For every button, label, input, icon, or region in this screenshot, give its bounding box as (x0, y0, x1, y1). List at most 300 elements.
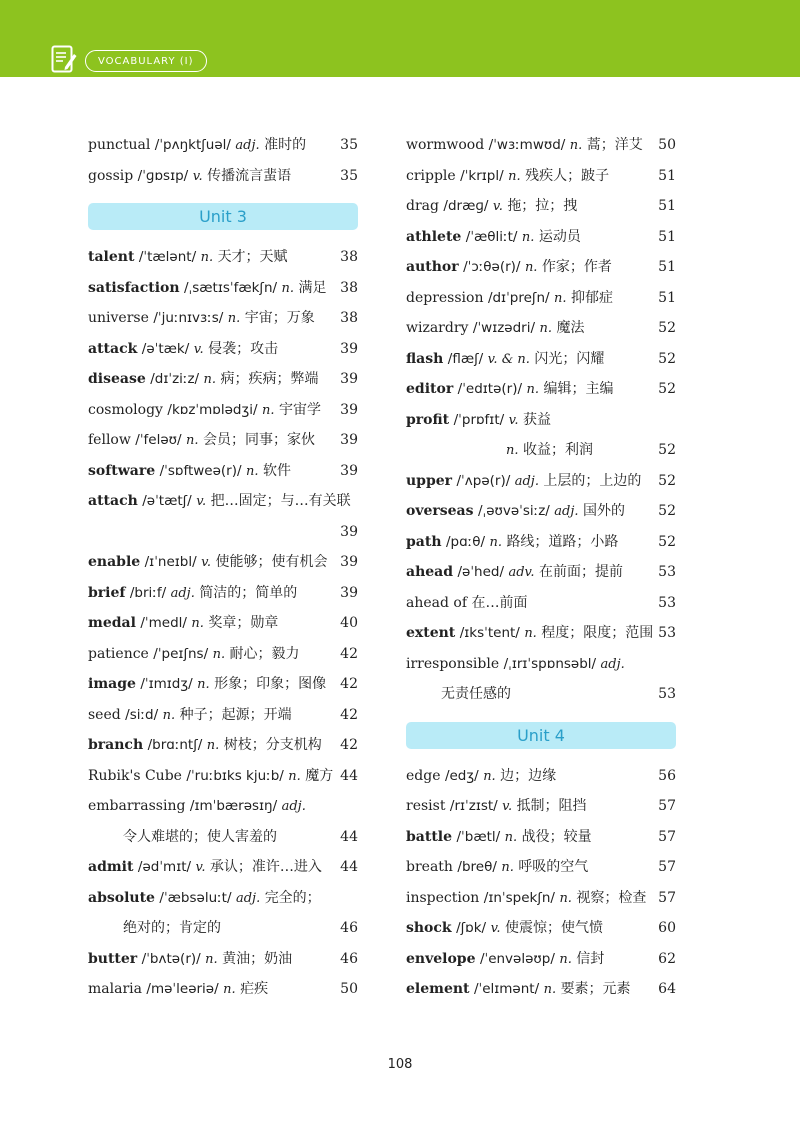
vocab-entry (406, 191, 676, 222)
entry-phonetic: /əˈtæk/ (141, 340, 190, 357)
entry-phonetic: /ˈæbsəluːt/ (159, 889, 232, 906)
entry-headword: shock (406, 920, 452, 936)
entry-headword: path (406, 533, 442, 550)
vocab-entry (88, 639, 358, 670)
left-column (88, 130, 358, 1005)
entry-part-of-speech: n. (288, 768, 301, 784)
entry-part-of-speech: n. (554, 290, 567, 306)
entry-phonetic: /ˈɪmɪdʒ/ (140, 676, 193, 692)
entry-phonetic: /ˈwɪzədri/ (472, 320, 536, 336)
vocab-entry (406, 822, 676, 853)
entry-page-ref: 42 (340, 706, 358, 723)
entry-definition: 战役；较量 (521, 828, 592, 845)
vocab-entry (88, 130, 358, 161)
entry-definition: 在前面；提前 (538, 564, 623, 580)
entry-page-ref: 39 (340, 432, 358, 448)
entry-part-of-speech: n. (489, 534, 502, 550)
entry-page-ref: 42 (340, 737, 358, 753)
entry-phonetic: /briːf/ (129, 584, 167, 601)
entry-headword: satisfaction (88, 279, 180, 296)
entry-definition: 树枝；分支机构 (223, 737, 322, 753)
entry-phonetic: /ˈjuːnɪvɜːs/ (153, 310, 224, 326)
entry-part-of-speech: n. (197, 677, 210, 692)
entry-phonetic: /məˈleəriə/ (146, 981, 219, 997)
vocab-entry (88, 547, 358, 578)
entry-phonetic: /ˈbʌtə(r)/ (141, 950, 201, 967)
entry-phonetic: /əˈtætʃ/ (142, 493, 192, 509)
entry-page-ref: 38 (340, 279, 358, 296)
entry-definition: 国外的 (583, 503, 625, 519)
entry-headword: battle (406, 828, 453, 845)
entry-page-ref: 52 (658, 350, 676, 367)
entry-phonetic: /ədˈmɪt/ (137, 859, 192, 875)
entry-headword: extent (406, 625, 456, 641)
entry-page-ref: 44 (340, 828, 358, 845)
entry-phonetic: /flæʃ/ (447, 350, 484, 367)
vocab-entry (88, 486, 358, 517)
entry-headword: Rubik's Cube (88, 767, 182, 784)
entry-headword: athlete (406, 228, 462, 245)
entry-definition: 程度；限度；范围 (541, 625, 654, 641)
entry-page-ref: 42 (340, 676, 358, 692)
entry-headword: branch (88, 737, 144, 753)
entry-page-ref: 38 (340, 249, 358, 265)
vocab-entry (406, 130, 676, 161)
entry-part-of-speech: v. (490, 921, 501, 936)
vocab-entry (88, 578, 358, 609)
entry-page-ref: 39 (340, 554, 358, 570)
vocab-entry (88, 334, 358, 365)
entry-part-of-speech: v. (502, 799, 513, 814)
entry-definition: 无责任感的 (441, 686, 511, 702)
entry-definition: 疟疾 (240, 981, 269, 997)
vocab-entry (406, 649, 676, 680)
entry-headword: edge (406, 767, 441, 784)
entry-page-ref: 51 (658, 289, 676, 306)
entry-headword: author (406, 259, 459, 275)
entry-part-of-speech: n. (246, 463, 259, 479)
vocab-entry (406, 313, 676, 344)
entry-phonetic: /dɪˈpreʃn/ (487, 289, 550, 306)
vocab-entry (88, 456, 358, 487)
page-number: 108 (387, 1057, 413, 1072)
entry-part-of-speech: n. (504, 829, 518, 845)
entry-phonetic: /ʃɒk/ (456, 920, 487, 936)
entry-part-of-speech: n. (223, 982, 236, 997)
entry-headword: absolute (88, 889, 155, 906)
entry-page-ref: 39 (340, 584, 358, 601)
entry-headword: ahead (406, 564, 454, 580)
entry-phonetic: /dræɡ/ (443, 198, 489, 214)
vocab-entry (406, 883, 676, 914)
vocab-entry (88, 303, 358, 334)
vocab-entry (88, 669, 358, 700)
entry-headword: gossip (88, 167, 134, 184)
entry-part-of-speech: n. (162, 707, 176, 723)
entry-phonetic: /ˈsɒftweə(r)/ (159, 462, 242, 479)
entry-page-ref: 35 (340, 167, 358, 184)
entry-definition: 宇宙；万象 (244, 310, 315, 326)
entry-phonetic: /ɪmˈbærəsɪŋ/ (189, 798, 278, 814)
entry-headword: malaria (88, 981, 142, 997)
vocab-entry (88, 852, 358, 883)
entry-part-of-speech: n. (205, 951, 218, 967)
entry-definition: 宇宙学 (279, 401, 321, 418)
entry-definition: 准时的 (264, 137, 307, 153)
entry-page-ref: 53 (658, 564, 676, 580)
entry-part-of-speech: n. (526, 382, 540, 397)
entry-page-ref: 57 (658, 798, 676, 814)
entry-part-of-speech: adj. (170, 585, 195, 601)
entry-phonetic: /ˈedɪtə(r)/ (457, 381, 523, 397)
section-badge: VOCABULARY (I) (85, 50, 207, 72)
entry-page-ref: 39 (340, 523, 358, 540)
entry-page-ref: 44 (340, 767, 358, 784)
entry-phonetic: /əˈhed/ (457, 564, 505, 580)
entry-phonetic: /ˈpʌŋktʃuəl/ (154, 137, 231, 153)
entry-headword: editor (406, 381, 454, 397)
entry-headword: software (88, 462, 156, 479)
entry-definition: 在…前面 (471, 594, 528, 611)
vocab-entry (88, 517, 358, 548)
entry-page-ref: 64 (658, 981, 676, 997)
entry-definition: 耐心；毅力 (229, 645, 300, 662)
entry-part-of-speech: adj. (554, 504, 579, 519)
entry-headword: cripple (406, 167, 456, 184)
vocab-entry (406, 283, 676, 314)
vocab-entry (88, 883, 358, 914)
vocab-entry (406, 161, 676, 192)
vocab-entry (406, 405, 676, 436)
entry-phonetic: /siːd/ (125, 706, 159, 723)
entry-part-of-speech: n. (543, 982, 557, 997)
vocab-entry (88, 974, 358, 1005)
entry-headword: fellow (88, 432, 131, 448)
vocab-entry (406, 588, 676, 619)
entry-definition: 黄油；奶油 (222, 950, 293, 967)
vocab-entry (406, 344, 676, 375)
vocab-entry (406, 761, 676, 792)
entry-part-of-speech: n. (539, 321, 553, 336)
entry-definition: 侵袭；攻击 (208, 340, 279, 357)
entry-headword: wormwood (406, 137, 485, 153)
vocab-entry (88, 913, 358, 944)
vocab-entry (88, 242, 358, 273)
entry-part-of-speech: n. (212, 646, 226, 662)
entry-phonetic: /ˌəʊvəˈsiːz/ (477, 503, 550, 519)
entry-part-of-speech: n. (508, 168, 521, 184)
entry-part-of-speech: n. (501, 860, 514, 875)
entry-page-ref: 62 (658, 950, 676, 967)
entry-page-ref: 60 (658, 920, 676, 936)
vocab-entry (88, 730, 358, 761)
entry-headword: ahead of (406, 594, 468, 611)
entry-definition: 获益 (523, 411, 552, 428)
entry-phonetic: /ˌsætɪsˈfækʃn/ (184, 279, 278, 296)
vocab-entry (88, 608, 358, 639)
entry-page-ref: 44 (340, 859, 358, 875)
vocab-entry (88, 791, 358, 822)
vocab-entry (88, 273, 358, 304)
entry-part-of-speech: n. (559, 890, 572, 906)
entry-phonetic: /ˈfeləʊ/ (135, 432, 182, 448)
entry-page-ref: 40 (340, 615, 358, 631)
entry-part-of-speech: v. (508, 412, 519, 428)
entry-headword: profit (406, 411, 450, 428)
entry-definition: 视察；检查 (576, 889, 647, 906)
vocab-entry (406, 557, 676, 588)
entry-headword: admit (88, 859, 134, 875)
entry-page-ref: 52 (658, 381, 676, 397)
entry-part-of-speech: n. (521, 229, 535, 245)
entry-headword: irresponsible (406, 655, 500, 672)
entry-definition: 完全的； (264, 889, 321, 906)
entry-phonetic: /ˈelɪmənt/ (473, 981, 540, 997)
entry-headword: resist (406, 798, 446, 814)
entry-headword: embarrassing (88, 798, 186, 814)
vocab-entry (406, 435, 676, 466)
entry-headword: talent (88, 249, 135, 265)
entry-phonetic: /ˈæθliːt/ (465, 228, 518, 245)
entry-definition: 要素；元素 (560, 981, 631, 997)
unit-heading: Unit 4 (406, 722, 676, 749)
entry-page-ref: 42 (340, 645, 358, 662)
entry-phonetic: /breθ/ (457, 859, 497, 875)
entry-part-of-speech: n. (191, 616, 204, 631)
entry-page-ref: 35 (340, 137, 358, 153)
vocab-entry (88, 822, 358, 853)
vocab-entry (88, 161, 358, 192)
entry-definition: 闪光；闪耀 (534, 350, 605, 367)
entry-page-ref: 56 (658, 767, 676, 784)
entry-part-of-speech: n. (281, 280, 295, 296)
entry-page-ref: 51 (658, 228, 676, 245)
entry-part-of-speech: n. (206, 738, 220, 753)
vocab-entry (88, 364, 358, 395)
entry-headword: upper (406, 472, 453, 489)
entry-phonetic: /ˈmedl/ (140, 615, 187, 631)
entry-headword: enable (88, 554, 141, 570)
entry-phonetic: /ˈɔːθə(r)/ (463, 259, 521, 275)
entry-definition: 传播流言蜚语 (207, 167, 292, 184)
entry-phonetic: /ˈruːbɪks kjuːb/ (186, 767, 284, 784)
entry-part-of-speech: v. & n. (487, 351, 530, 367)
unit-heading: Unit 3 (88, 203, 358, 230)
entry-headword: overseas (406, 503, 474, 519)
entry-definition: 承认；准许…进入 (209, 859, 322, 875)
entry-part-of-speech: n. (569, 138, 583, 153)
entry-page-ref: 53 (658, 686, 676, 702)
entry-part-of-speech: v. (192, 168, 203, 184)
entry-definition: 种子；起源；开端 (179, 706, 292, 723)
entry-part-of-speech: v. (195, 860, 206, 875)
vocab-entry (406, 679, 676, 710)
entry-page-ref: 50 (340, 981, 358, 997)
vocab-entry (406, 791, 676, 822)
entry-headword: punctual (88, 137, 151, 153)
entry-page-ref: 57 (658, 889, 676, 906)
entry-part-of-speech: n. (186, 433, 199, 448)
entry-phonetic: /ˈenvələʊp/ (479, 950, 555, 967)
entry-phonetic: /ˈpeɪʃns/ (153, 645, 209, 662)
entry-definition: 拖；拉；拽 (507, 198, 578, 214)
entry-page-ref: 38 (340, 310, 358, 326)
entry-phonetic: /ˈɡɒsɪp/ (137, 167, 189, 184)
entry-definition: 绝对的；肯定的 (123, 920, 221, 936)
entry-definition: 运动员 (538, 228, 581, 245)
entry-definition: 把…固定；与…有关联 (210, 493, 351, 509)
entry-headword: cosmology (88, 401, 163, 418)
entry-definition: 会员；同事；家伙 (202, 432, 315, 448)
entry-part-of-speech: adj. (281, 799, 306, 814)
entry-part-of-speech: adv. (508, 565, 535, 580)
vocab-entry (406, 852, 676, 883)
entry-phonetic: /ˌɪrɪˈspɒnsəbl/ (503, 655, 597, 672)
entry-part-of-speech: n. (227, 311, 241, 326)
entry-headword: patience (88, 645, 149, 662)
entry-page-ref: 52 (658, 533, 676, 550)
entry-part-of-speech: n. (262, 402, 275, 418)
entry-page-ref: 52 (658, 503, 676, 519)
entry-headword: element (406, 981, 470, 997)
entry-definition: 编辑；主编 (543, 381, 614, 397)
entry-definition: 简洁的；简单的 (199, 584, 298, 601)
vocab-entry (406, 496, 676, 527)
entry-headword: inspection (406, 889, 480, 906)
entry-part-of-speech: v. (201, 555, 212, 570)
entry-page-ref: 46 (340, 920, 358, 936)
entry-headword: depression (406, 289, 484, 306)
vocab-entry (88, 700, 358, 731)
entry-page-ref: 39 (340, 401, 358, 418)
vocab-entry (406, 618, 676, 649)
entry-phonetic: /edʒ/ (444, 767, 479, 784)
entry-headword: butter (88, 950, 138, 967)
entry-page-ref: 52 (658, 320, 676, 336)
entry-page-ref: 52 (658, 472, 676, 489)
entry-phonetic: /ˈʌpə(r)/ (456, 472, 511, 489)
entry-definition: 病；疾病；弊端 (220, 371, 319, 387)
entry-phonetic: /ˈbætl/ (456, 828, 501, 845)
header-bar (0, 0, 800, 77)
entry-page-ref: 51 (658, 167, 676, 184)
vocab-entry (88, 761, 358, 792)
entry-page-ref: 50 (658, 137, 676, 153)
entry-phonetic: /brɑːntʃ/ (147, 737, 203, 753)
vocab-entry (88, 395, 358, 426)
entry-phonetic: /pɑːθ/ (445, 533, 486, 550)
vocab-entry (406, 252, 676, 283)
entry-headword: disease (88, 371, 146, 387)
entry-headword: breath (406, 859, 453, 875)
entry-page-ref: 46 (340, 950, 358, 967)
entry-headword: brief (88, 584, 126, 601)
entry-part-of-speech: n. (524, 260, 538, 275)
entry-definition: 上层的；上边的 (543, 472, 642, 489)
vocab-entry (406, 222, 676, 253)
vocab-entry (406, 944, 676, 975)
entry-definition: 抑郁症 (570, 289, 613, 306)
entry-phonetic: /ˈprɒfɪt/ (453, 411, 505, 428)
entry-headword: universe (88, 310, 149, 326)
vocab-entry (406, 466, 676, 497)
entry-phonetic: /dɪˈziːz/ (150, 371, 200, 387)
entry-part-of-speech: v. (196, 494, 207, 509)
entry-phonetic: /ˈkrɪpl/ (460, 167, 504, 184)
entry-page-ref: 57 (658, 828, 676, 845)
entry-part-of-speech: n. (203, 372, 217, 387)
entry-phonetic: /ɪksˈtent/ (459, 625, 520, 641)
right-column (406, 130, 676, 1005)
entry-definition: 边；边缘 (500, 767, 557, 784)
entry-definition: 奖章；勋章 (208, 615, 279, 631)
entry-part-of-speech: v. (492, 199, 503, 214)
entry-definition: 收益；利润 (522, 442, 593, 458)
entry-definition: 形象；印象；图像 (214, 676, 327, 692)
entry-page-ref: 57 (658, 859, 676, 875)
entry-page-ref: 51 (658, 198, 676, 214)
entry-definition: 使震惊；使气愤 (504, 920, 603, 936)
entry-page-ref: 52 (658, 442, 676, 458)
entry-part-of-speech: adj. (600, 656, 625, 672)
entry-headword: envelope (406, 950, 476, 967)
entry-part-of-speech: n. (506, 443, 519, 458)
entry-phonetic: /ɪnˈspekʃn/ (483, 889, 555, 906)
entry-page-ref: 53 (658, 625, 676, 641)
entry-part-of-speech: adj. (235, 138, 260, 153)
entry-definition: 令人难堪的；使人害羞的 (123, 828, 277, 845)
entry-definition: 作家；作者 (541, 259, 612, 275)
entry-headword: attach (88, 493, 138, 509)
entry-definition: 残疾人；跛子 (525, 167, 610, 184)
entry-phonetic: /rɪˈzɪst/ (449, 798, 498, 814)
entry-page-ref: 39 (340, 371, 358, 387)
entry-headword: medal (88, 615, 136, 631)
entry-phonetic: /kɒzˈmɒlədʒi/ (167, 401, 258, 418)
entry-part-of-speech: adj. (235, 890, 261, 906)
entry-part-of-speech: v. (193, 341, 204, 357)
entry-phonetic: /ˈwɜːmwʊd/ (488, 137, 566, 153)
entry-definition: 抵制；阻挡 (516, 798, 587, 814)
entry-definition: 魔法 (556, 320, 585, 336)
entry-page-ref: 39 (340, 462, 358, 479)
entry-part-of-speech: n. (559, 951, 572, 967)
entry-part-of-speech: adj. (514, 473, 539, 489)
entry-phonetic: /ˈtælənt/ (138, 249, 197, 265)
entry-part-of-speech: n. (483, 768, 496, 784)
entry-definition: 满足 (298, 279, 327, 296)
entry-headword: flash (406, 350, 444, 367)
entry-definition: 呼吸的空气 (518, 859, 589, 875)
vocab-entry (406, 374, 676, 405)
entry-definition: 魔方 (305, 767, 334, 784)
entry-headword: wizardry (406, 320, 469, 336)
notebook-pencil-icon (51, 45, 77, 75)
vocab-entry (88, 425, 358, 456)
entry-part-of-speech: n. (200, 250, 214, 265)
entry-definition: 天才；天赋 (217, 249, 288, 265)
entry-page-ref: 39 (340, 340, 358, 357)
entry-page-ref: 51 (658, 259, 676, 275)
entry-definition: 信封 (576, 950, 605, 967)
entry-page-ref: 53 (658, 594, 676, 611)
entry-part-of-speech: n. (524, 626, 537, 641)
entry-headword: drag (406, 198, 439, 214)
entry-definition: 蒿；洋艾 (586, 137, 643, 153)
entry-headword: image (88, 676, 136, 692)
vocab-entry (88, 944, 358, 975)
entry-definition: 软件 (262, 462, 291, 479)
